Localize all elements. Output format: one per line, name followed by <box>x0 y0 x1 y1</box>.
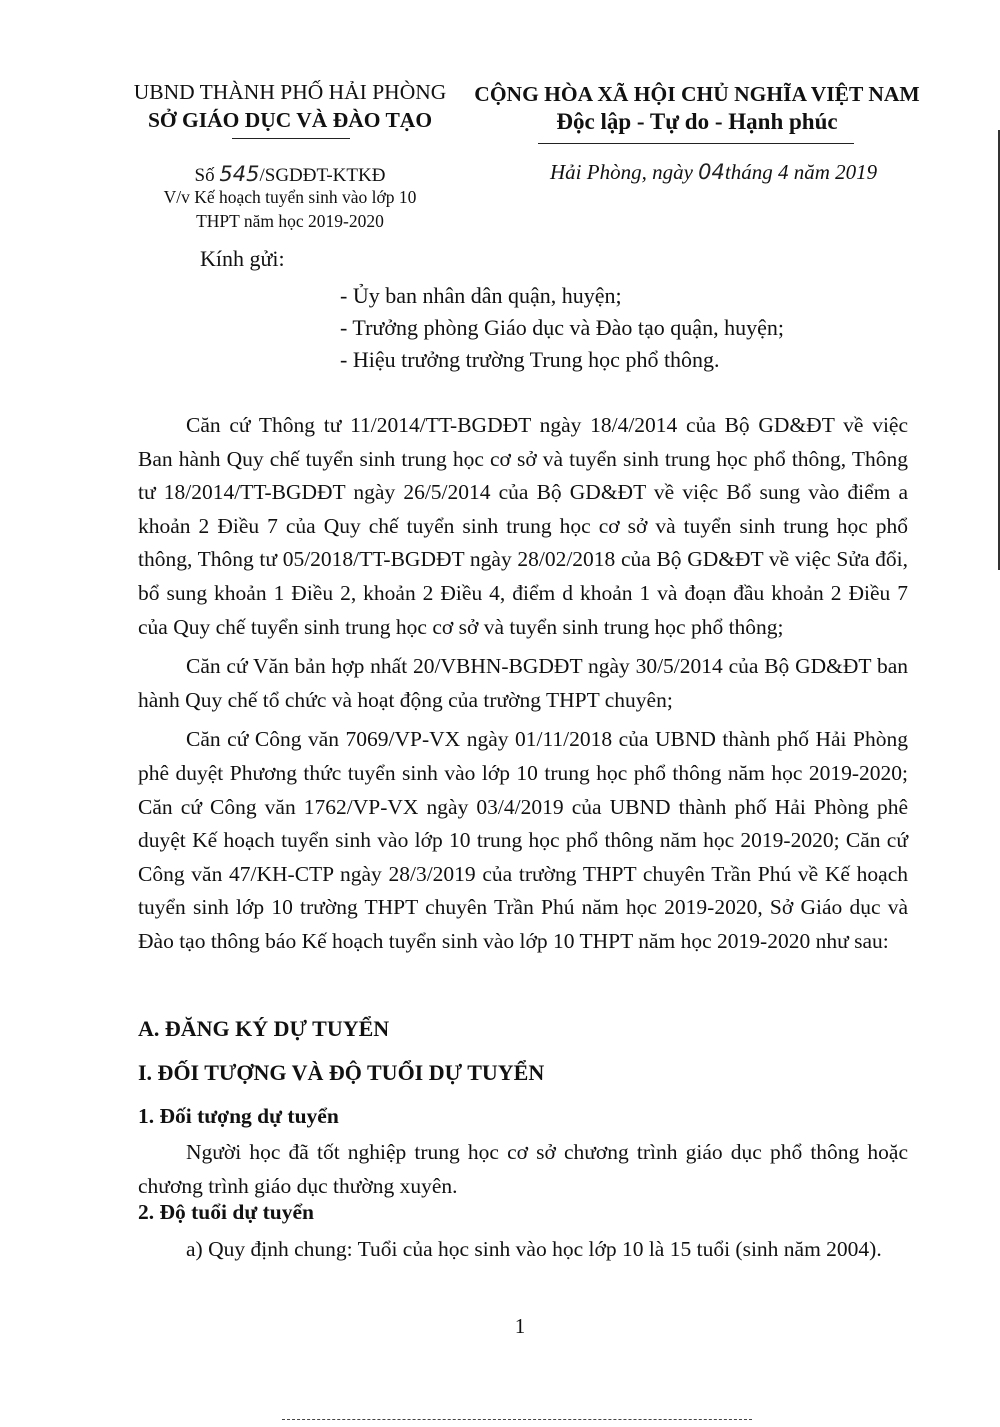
recipient-item: - Hiệu trưởng trường Trung học phổ thông. <box>340 347 720 372</box>
footer-divider <box>282 1419 752 1420</box>
legal-basis-paragraph: Căn cứ Công văn 7069/VP-VX ngày 01/11/2018 của UBND thành phố Hải Phòng phê duyệt Phương thức tuyển sinh vào lớp 10 trung học phổ thông năm học 2019-2020; Căn cứ Công văn 1762/VP-VX ngày 03/4/2019 của UBND thành phố Hải Phòng phê duyệt Kế hoạch tuyển sinh vào lớp 10 trung học phổ thông năm học 2019-2020; Căn cứ Công văn 47/KH-CTP ngày 28/3/2019 của trường THPT chuyên Trần Phú về Kế hoạch tuyển sinh lớp 10 trường THPT chuyên Trần Phú năm học 2019-2020, Sở Giáo dục và Đào tạo thông báo Kế hoạch tuyển sinh vào lớp 10 THPT năm học 2019-2020 như sau: <box>138 727 908 953</box>
legal-basis-text <box>138 409 908 959</box>
agency-name: UBND THÀNH PHỐ HẢI PHÒNG <box>133 80 447 104</box>
department-name: SỞ GIÁO DỤC VÀ ĐÀO TẠO <box>147 108 433 132</box>
subsection-1-heading: 1. Đối tượng dự tuyển <box>138 1104 339 1128</box>
subsection-2-text: a) Quy định chung: Tuổi của học sinh vào học lớp 10 là 15 tuổi (sinh năm 2004). <box>186 1237 882 1261</box>
section-i-heading: I. ĐỐI TƯỢNG VÀ ĐỘ TUỔI DỰ TUYỂN <box>138 1060 545 1085</box>
subsection-2-text-block <box>138 1233 908 1267</box>
doc-number-suffix: /SGDĐT-KTKĐ <box>259 165 386 186</box>
subsection-2-heading: 2. Độ tuổi dự tuyển <box>138 1200 314 1224</box>
doc-number-prefix: Số <box>194 165 215 186</box>
doc-number <box>130 162 450 187</box>
issue-date <box>550 160 877 185</box>
date-before: Hải Phòng, ngày <box>550 160 693 184</box>
date-after: tháng 4 năm 2019 <box>724 160 878 184</box>
recipient-item: - Trưởng phòng Giáo dục và Đào tạo quận, huyện; <box>340 315 784 340</box>
legal-basis-paragraph: Căn cứ Thông tư 11/2014/TT-BGDĐT ngày 18/4/2014 của Bộ GD&ĐT về việc Ban hành Quy chế tuyển sinh trung học cơ sở và tuyển sinh trung học phổ thông, Thông tư 18/2014/TT-BGDĐT ngày 26/5/2014 của Bộ GD&ĐT về việc Bổ sung vào điểm a khoản 2 Điều 7 của Quy chế tuyển sinh trung học cơ sở và tuyển sinh trung học phổ thông, Thông tư 05/2018/TT-BGDĐT ngày 28/02/2018 của Bộ GD&ĐT về việc Sửa đổi, bổ sung khoản 1 Điều 2, khoản 2 Điều 4, điểm d khoản 1 và đoạn đầu khoản 2 Điều 7 của Quy chế tuyển sinh trung học cơ sở và tuyển sinh trung học phổ thông; <box>138 413 908 639</box>
header-left-underline <box>232 138 350 139</box>
header-right-underline <box>538 143 854 144</box>
subject-line-2: THPT năm học 2019-2020 <box>196 211 384 231</box>
subsection-1-text: Người học đã tốt nghiệp trung học cơ sở chương trình giáo dục phổ thông hoặc chương trình giáo dục thường xuyên. <box>138 1140 908 1198</box>
national-title: CỘNG HÒA XÃ HỘI CHỦ NGHĨA VIỆT NAM <box>474 82 920 106</box>
doc-number-handwritten: 545 <box>219 162 260 186</box>
page-number: 1 <box>514 1314 526 1338</box>
national-motto: Độc lập - Tự do - Hạnh phúc <box>556 109 838 134</box>
subject-line-1: V/v Kế hoạch tuyển sinh vào lớp 10 <box>163 187 417 207</box>
date-day-handwritten: 04 <box>698 160 725 184</box>
subsection-1-text-block <box>138 1136 908 1203</box>
greeting: Kính gửi: <box>200 246 285 271</box>
legal-basis-paragraph: Căn cứ Văn bản hợp nhất 20/VBHN-BGDĐT ngày 30/5/2014 của Bộ GD&ĐT ban hành Quy chế tổ chức và hoạt động của trường THPT chuyên; <box>138 654 908 712</box>
recipient-item: - Ủy ban nhân dân quận, huyện; <box>340 283 622 308</box>
section-a-heading: A. ĐĂNG KÝ DỰ TUYỂN <box>138 1016 390 1041</box>
